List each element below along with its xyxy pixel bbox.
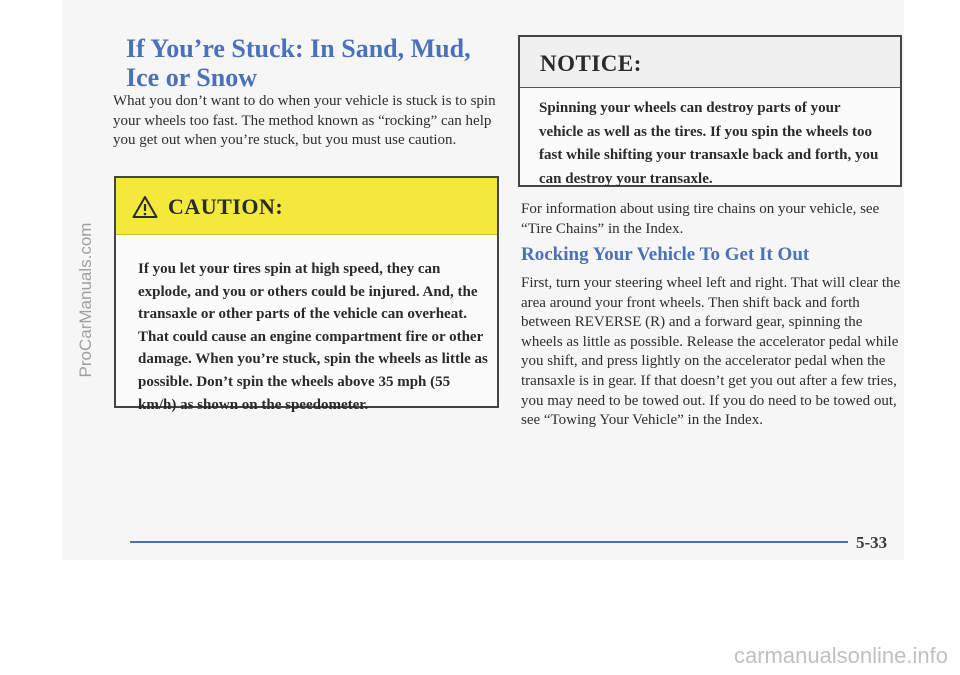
- caution-title: CAUTION:: [168, 194, 284, 219]
- intro-paragraph: What you don’t want to do when your vehicle is stuck is to spin your wheels too fast. The method known as “rocking” can help you get out when you’re stuck, but you must use caution.: [113, 93, 496, 149]
- tire-chains-paragraph: For information about using tire chains on your vehicle, see “Tire Chains” in the Index.: [521, 201, 880, 237]
- bottom-watermark: carmanualsonline.info: [733, 643, 948, 668]
- section-title-line-2: Ice or Snow: [126, 63, 257, 92]
- notice-box: [518, 35, 902, 187]
- rocking-paragraph: First, turn your steering wheel left and right. That will clear the area around your front wheels. Then shift back and forth between REVERSE (R) and a forward gear, spinning the wheels as little as possible. Release the accelerator pedal while you shift, and press lightly on the accelerator pedal when the transaxle is in gear. If that doesn’t get you out after a few tries, you may need to be towed out. If you do need to be towed out, see “Towing Your Vehicle” in the Index.: [521, 275, 901, 429]
- warning-triangle-icon: [132, 195, 158, 219]
- section-title-line-1: If You’re Stuck: In Sand, Mud,: [126, 34, 471, 63]
- page-number: 5-33: [856, 533, 888, 552]
- notice-title: NOTICE:: [540, 51, 642, 76]
- notice-text: Spinning your wheels can destroy parts of your vehicle as well as the tires. If you spin the wheels too fast while shifting your transaxle back and forth, you can destroy your transaxle.: [539, 100, 879, 187]
- footer-rule: [130, 541, 848, 543]
- caution-text: If you let your tires spin at high speed, they can explode, and you or others could be injured. And, the transaxle or other parts of the vehicle can overheat. That could cause an engine compartment fire or other damage. When you’re stuck, spin the wheels as little as possible. Don’t spin the wheels above 35 mph (55 km/h) as shown on the speedometer.: [138, 261, 488, 413]
- section-title: [126, 34, 506, 92]
- caution-box: [114, 176, 499, 413]
- rocking-heading: Rocking Your Vehicle To Get It Out: [521, 244, 810, 265]
- notice-header: [520, 37, 900, 88]
- caution-header: [116, 178, 497, 235]
- side-watermark: ProCarManuals.com: [76, 222, 95, 378]
